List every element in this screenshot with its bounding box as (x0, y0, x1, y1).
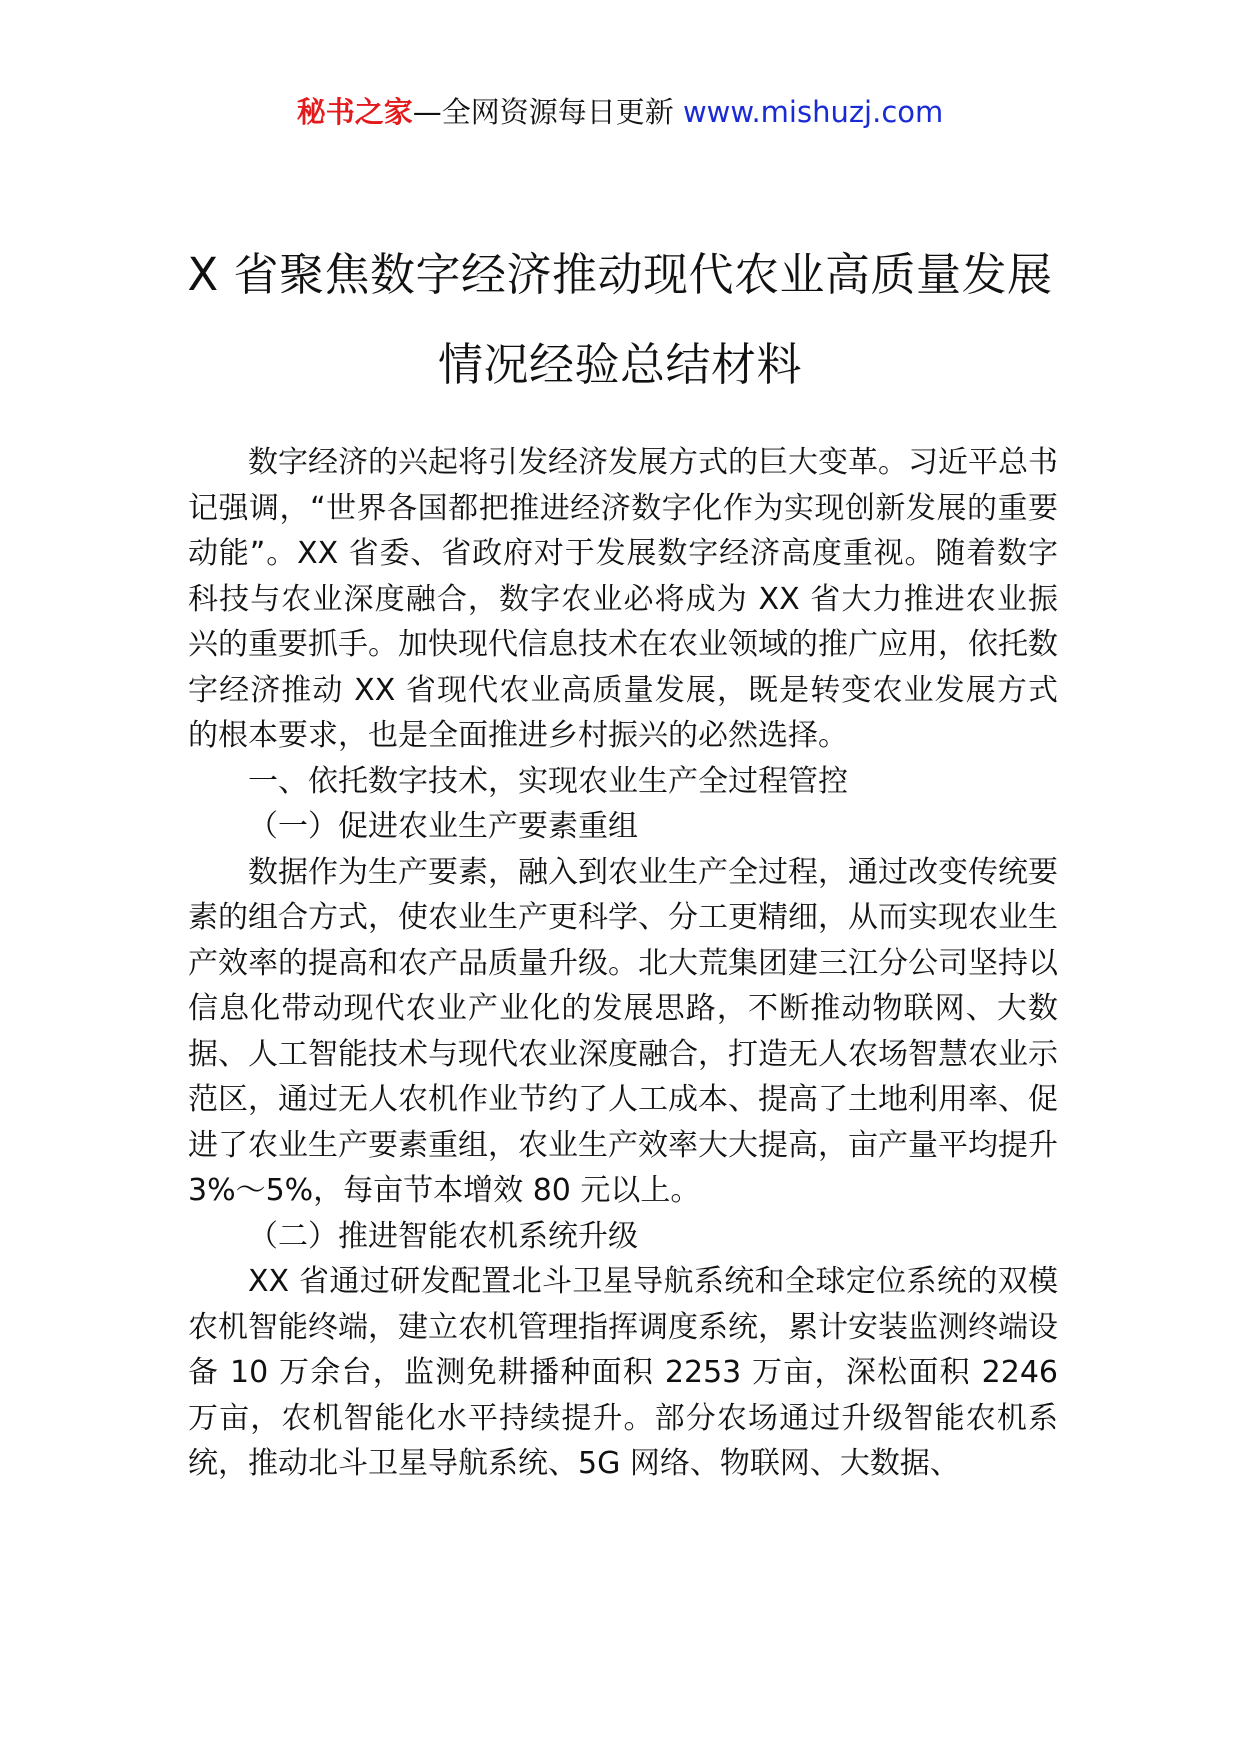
section-heading-1: 一、依托数字技术，实现农业生产全过程管控 (248, 763, 848, 799)
subsection-heading-1: （一）促进农业生产要素重组 (248, 809, 638, 844)
site-brand: 秘书之家 (296, 95, 413, 129)
body-paragraph-2: XX 省通过研发配置北斗卫星导航系统和全球定位系统的双模农机智能终端，建立农机管理指挥调度系统，累计安装监测终端设备 10 万余台，监测免耕播种面积 2253 万亩，深松面积 2246 万亩，农机智能化水平持续提升。部分农场通过升级智能农机系统，推动北斗卫星导航系统、5G 网络、物联网、大数据、 (188, 1264, 1058, 1481)
body-paragraph-1: 数据作为生产要素，融入到农业生产全过程，通过改变传统要素的组合方式，使农业生产更科学、分工更精细，从而实现农业生产效率的提高和农产品质量升级。北大荒集团建三江分公司坚持以信息化带动现代农业产业化的发展思路，不断推动物联网、大数据、人工智能技术与现代农业深度融合，打造无人农场智慧农业示范区，通过无人农机作业节约了人工成本、提高了土地利用率、促进了农业生产要素重组，农业生产效率大大提高，亩产量平均提升 3%～5%，每亩节本增效 80 元以上。 (188, 854, 1058, 1208)
site-tagline: —全网资源每日更新 (412, 95, 683, 129)
site-header (0, 92, 1240, 132)
subsection-heading-2: （二）推进智能农机系统升级 (248, 1218, 638, 1254)
document-title-line-2: 情况经验总结材料 (437, 338, 802, 391)
document-title-line-1: X 省聚焦数字经济推动现代农业高质量发展 (187, 248, 1053, 301)
site-url-link[interactable]: www.mishuzj.com (682, 95, 944, 129)
document-title (140, 230, 1100, 410)
document-body (188, 440, 1058, 1487)
intro-paragraph: 数字经济的兴起将引发经济发展方式的巨大变革。习近平总书记强调，“世界各国都把推进经济数字化作为实现创新发展的重要动能”。XX 省委、省政府对于发展数字经济高度重视。随着数字科技与农业深度融合，数字农业必将成为 XX 省大力推进农业振兴的重要抓手。加快现代信息技术在农业领域的推广应用，依托数字经济推动 XX 省现代农业高质量发展，既是转变农业发展方式的根本要求，也是全面推进乡村振兴的必然选择。 (188, 445, 1058, 753)
